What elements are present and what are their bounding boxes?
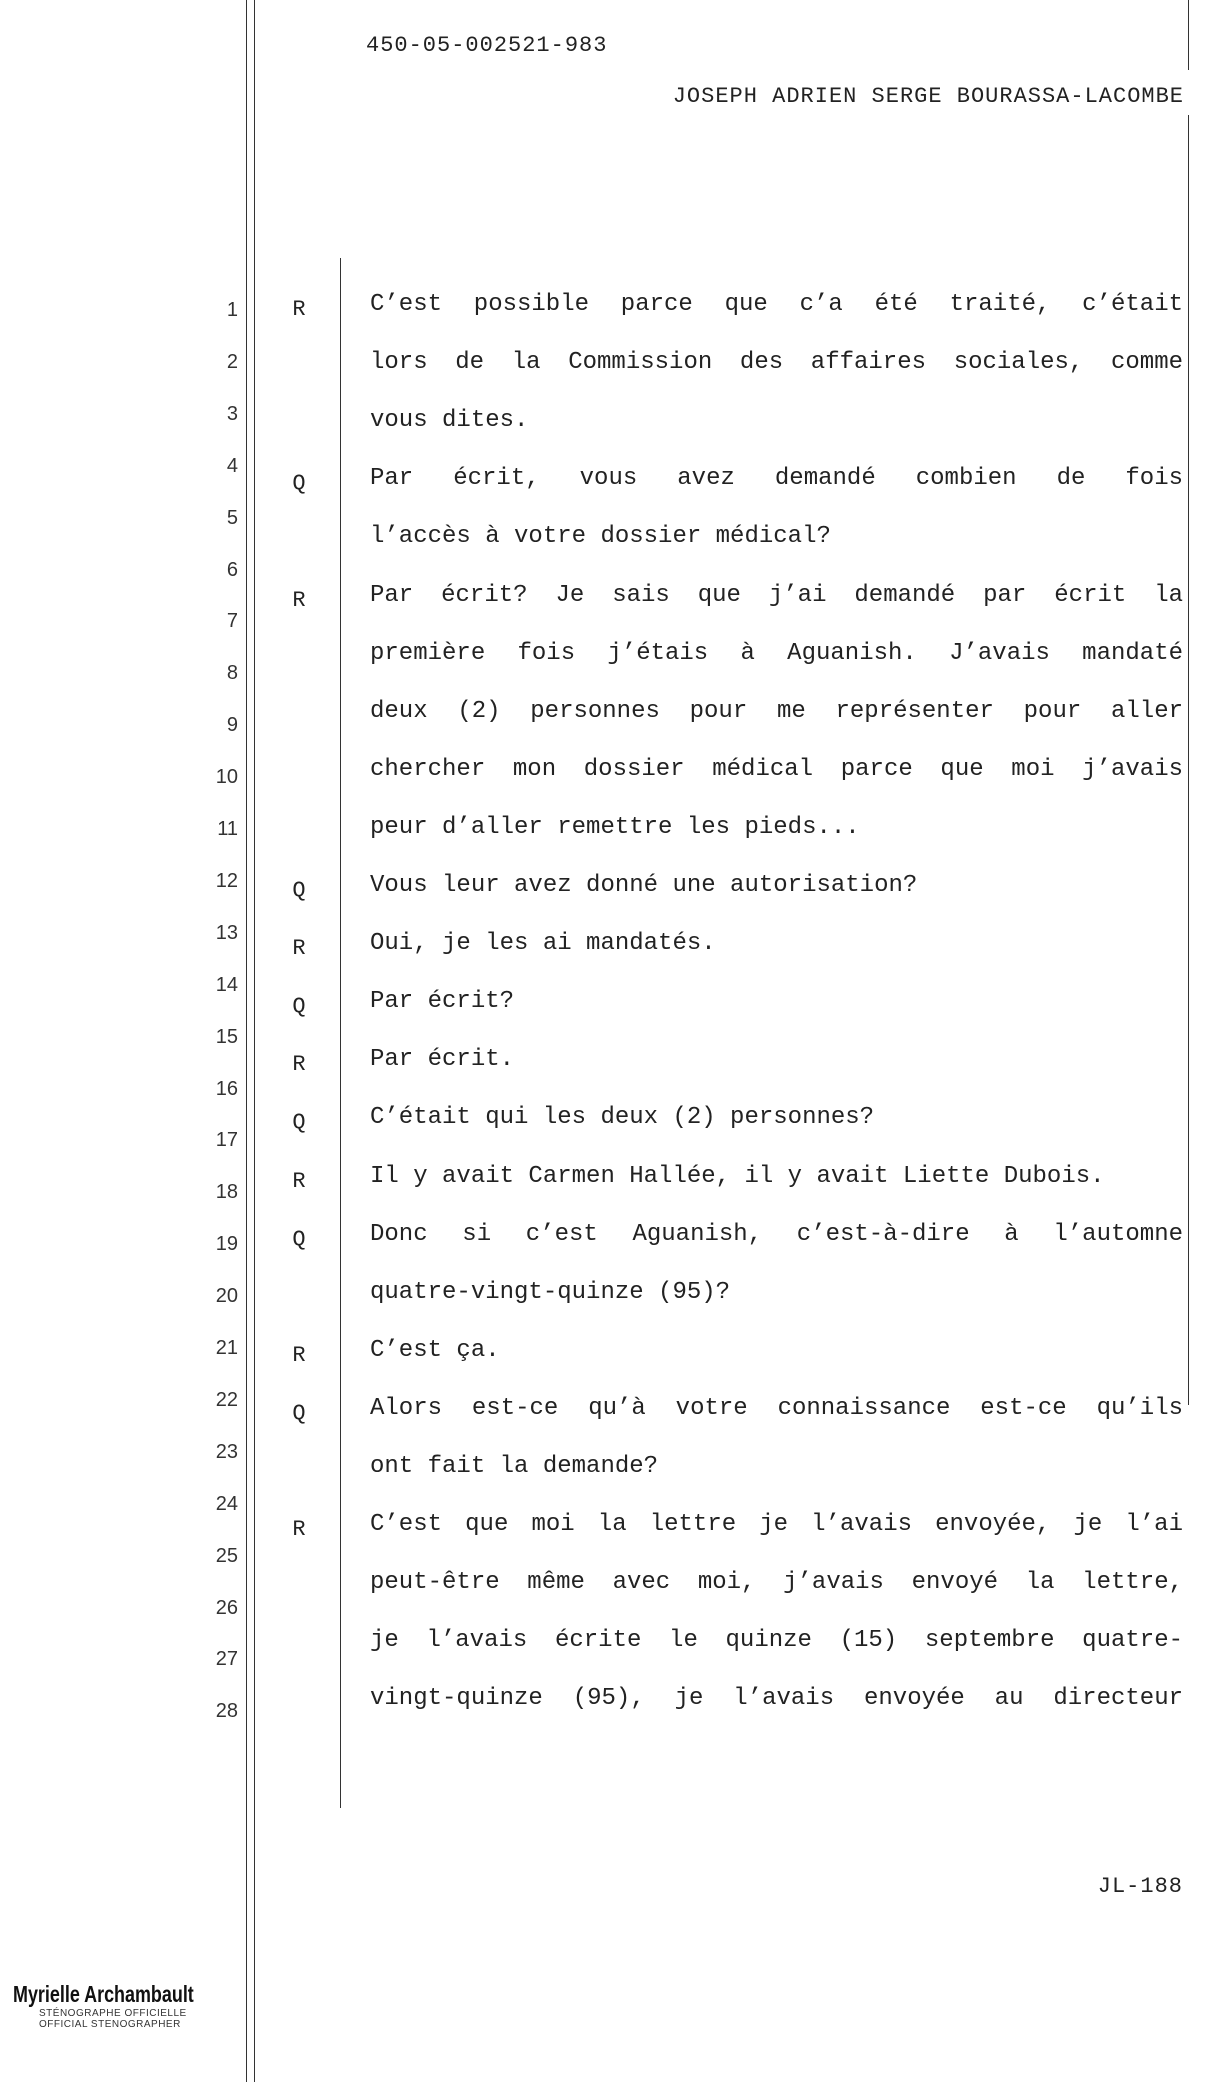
transcript-line: vingt-quinze (95), je l’avais envoyée au directeur [370,1685,1183,1713]
transcript-line: peur d’aller remettre les pieds... [370,813,860,841]
transcript-line: C’est ça. [370,1336,500,1364]
page-code: JL-188 [1097,1874,1183,1899]
speaker-label: R [292,587,306,613]
speaker-label: R [292,297,306,322]
transcript-line: C’est possible parce que c’a été traité, c’était [370,291,1183,318]
transcript-line: première fois j’étais à Aguanish. J’avais mandaté [370,639,1183,667]
transcript-line: quatre-vingt-quinze (95)? [370,1278,731,1306]
line-number: 9 [226,714,238,737]
transcript-line: Donc si c’est Aguanish, c’est-à-dire à l’automne [370,1220,1183,1248]
transcript-line: peut-être même avec moi, j’avais envoyé la lettre, [370,1569,1183,1597]
line-number: 17 [215,1129,238,1152]
line-number: 26 [215,1596,238,1619]
transcript-line: deux (2) personnes pour me représenter pour aller [370,697,1183,725]
line-number: 7 [226,610,238,633]
transcript-line: C’était qui les deux (2) personnes? [370,1104,875,1132]
transcript-line: chercher mon dossier médical parce que moi j’avais [370,755,1183,783]
speaker-label: Q [292,994,306,1020]
transcript-line: l’accès à votre dossier médical? [370,523,831,551]
line-number: 28 [215,1700,238,1723]
transcript-line: Alors est-ce qu’à votre connaissance est-ce qu’ils [370,1394,1183,1422]
line-number: 19 [215,1233,238,1256]
stenographer-stamp [13,1981,203,2030]
line-number: 16 [215,1077,238,1100]
transcript-line: Oui, je les ai mandatés. [370,930,716,958]
line-number: 11 [217,818,238,840]
speaker-label: R [292,1517,306,1543]
speaker-label: R [292,1052,306,1078]
line-number: 23 [215,1440,238,1463]
line-number: 8 [226,662,238,685]
line-number: 2 [226,350,238,373]
speaker-separator-rule [340,258,341,1808]
speaker-label: R [292,1342,306,1368]
line-number: 3 [226,402,238,425]
margin-rule-right [1188,0,1189,70]
line-number: 18 [215,1181,238,1204]
line-number: 24 [215,1492,238,1515]
margin-rule-right-lower [1188,115,1189,1405]
transcript-line: vous dites. [370,407,529,435]
line-number: 10 [215,766,238,789]
line-number: 20 [215,1285,238,1308]
line-number: 22 [215,1388,238,1411]
transcript-line: Par écrit? [370,988,515,1016]
speaker-label: Q [292,1400,306,1426]
transcript-line: lors de la Commission des affaires sociales, comme [370,349,1183,377]
speaker-label: Q [292,1226,306,1252]
speaker-label: Q [292,1110,306,1136]
case-number: 450-05-002521-983 [366,33,608,58]
stenographer-title-en: OFFICIAL STENOGRAPHER [39,2019,181,2030]
stenographer-title-fr: STÉNOGRAPHE OFFICIELLE [39,2008,187,2019]
speaker-label: Q [292,878,306,903]
line-number: 4 [226,454,238,477]
line-number: 15 [215,1025,238,1048]
transcript-line: Par écrit, vous avez demandé combien de fois [370,465,1183,493]
transcript-line: Par écrit. [370,1046,515,1074]
transcript-line: ont fait la demande? [370,1453,659,1480]
speaker-label: Q [292,471,306,497]
witness-name: JOSEPH ADRIEN SERGE BOURASSA-LACOMBE [672,84,1184,109]
line-number: 21 [215,1337,238,1359]
speaker-label: R [292,936,306,962]
stenographer-name: Myrielle Archambault [13,1981,194,2007]
line-number: 14 [215,973,238,996]
transcript-line: Il y avait Carmen Hallée, il y avait Liette Dubois. [370,1162,1105,1190]
line-number: 5 [226,506,238,529]
line-number: 1 [226,299,238,321]
margin-rule-left-inner [254,0,255,2082]
line-number: 13 [215,921,238,944]
line-number: 6 [226,558,238,581]
transcript-line: je l’avais écrite le quinze (15) septembre quatre- [370,1627,1183,1655]
transcript-line: Par écrit? Je sais que j’ai demandé par écrit la [370,581,1183,609]
line-number: 25 [215,1544,238,1567]
speaker-label: R [292,1168,306,1194]
transcript-line: C’est que moi la lettre je l’avais envoyée, je l’ai [370,1511,1183,1539]
transcript-line: Vous leur avez donné une autorisation? [370,872,918,899]
line-number: 27 [215,1648,238,1671]
line-number: 12 [215,869,238,892]
margin-rule-left-outer [246,0,247,2082]
